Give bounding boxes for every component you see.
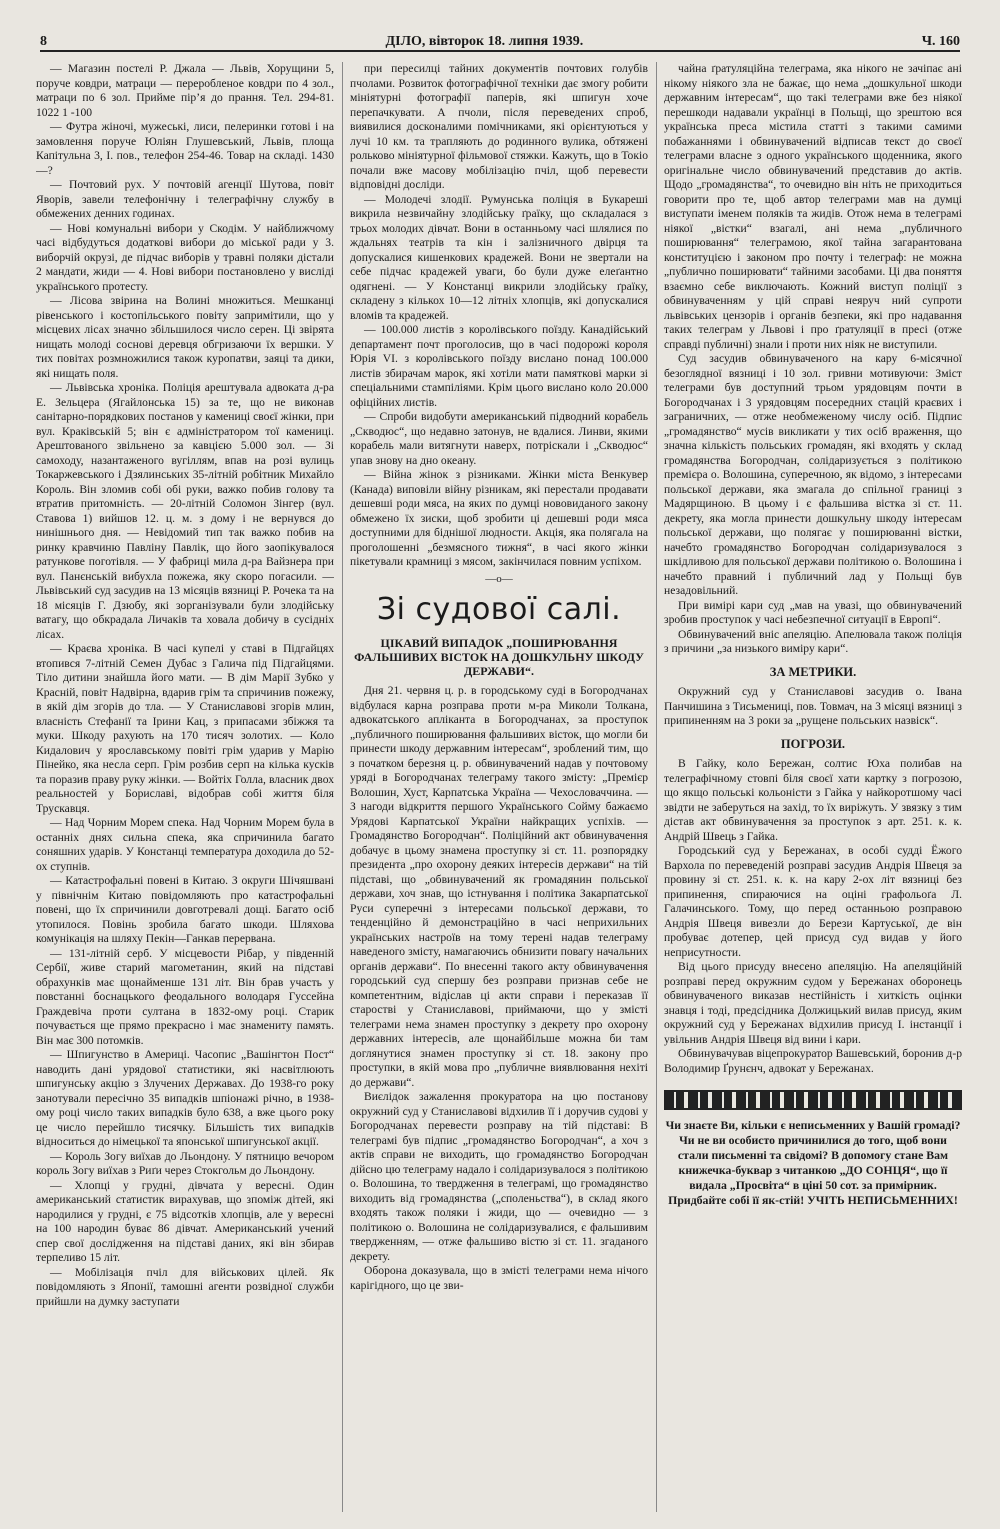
news-item: — Війна жінок з різниками. Жінки міста Венкувер (Канада) виповіли війну різникам, які перестали продавати дешевші роди мяса, на яких по думці нововиданого закону обмежено їх зиски, щоб зробити ці дешевші роди мяса доступними для біднішої людности. Акція, яка полягала на проголошенні „безмясного тижня“, в часі якого жінки пікетували крамниці з мясом, закінчилася повним успіхом. — [350, 468, 648, 568]
court-paragraph: При вимірі кари суд „мав на увазі, що обвинувачений зробив проступок у часі небезпечної ситуації в Европі“. — [664, 598, 962, 626]
court-section-title: Зі судової салі. — [376, 592, 622, 627]
court-paragraph: Обвинувачений вніс апеляцію. Апелювала також поліція з причини „за низького виміру кари“. — [664, 627, 962, 655]
news-item: — Спроби видобути американський підводний корабель „Скводюс“, що недавно затонув, не вдалися. Линви, якими корабель мали витягнути наверх, потріскали і „Скводюс“ упав знову на дно океану. — [350, 410, 648, 467]
court-paragraph: Дня 21. червня ц. р. в городському суді в Богородчанах відбулася карна розправа проти м-ра Миколи Толкана, адвокатського апліканта в Богородчанах, за проступок „публичного поширювання фальшивих вісток, що могли би принести шкоду державним інтересам“, зроблений тим, що з початком березня ц. р. обвинувачений надав у почтовому уряді в Богородчанах телеграму такого змісту: „Премієр Волошин, Хуст, Карпатська Україна — Чехословаччина. — З нагоди відкриття першого Українського Сойму бажаємо Урядові Карпатської України найкращих успіхів. — Громадянство Богородчан“. Поліційний акт обвинувачення добачує в цьому знамена проступку зі ст. 11. розпорядку президента „про охорону деяких інтересів держави“ на тій підставі, що „обвинувачений як громадянин польської держави, хоч знав, що істнування і політика Закарпатської Руси суперечні з інтересами польської держави, то тенденційно й демонстраційно в часі неприхильних українських настроїв на тому терені надав телеграму наведеного змісту, намагаючись обнизити повагу начальних органів держави“. По внесенні такого акту обвинувачення городський суд спершу без розправи признав себе не компетентним, відіслав ці акти справи і переказав її старостві у Станиславові, приймаючи, що у змісті телеграми нема знамен проступку з декрету про охорону державних інтересів, але щонайбільше можна би там доглянутися знамен проступку зі ст. 18. закону про проступки, в якій мова про „публичне виявлювання нехіті до держави“. — [350, 684, 648, 1089]
news-item: — Футра жіночі, мужеські, лиси, пелеринки готові і на замовлення поруче Юліян Глушевський, Львів, площа Капітульна 3, І. пов., телефон 254-46. Товар на складі. 1430 —? — [36, 120, 334, 177]
news-item: — Почтовий рух. У почтовій агенції Шутова, повіт Яворів, завели телефонічну і телеграфічну службу в обмежених денних годинах. — [36, 178, 334, 220]
news-item: — Краєва хроніка. В часі купелі у ставі в Підгайцях втопився 7-літній Семен Дубас з Галича під Підгайцями. Тіло дитини знайшла його мати. — В дім Марії Зубко у Красній, повіт Надвірна, вдарив грім та спричинив пожежу, в якій дім згорів до тла. — У Станиславові згорів млин, власність Стефанії та Ірини Кац, з припасами збіжжя та муки. Шкоду рахують на 170 тисяч золотих. — Коло Кидалович у ярославському повіті грім ударив у Марію Пінейко, яка несла серп. Грім розбив серп на кілька кусків та поразив праву руку жінки. — Войтіх Голла, власник двох реальностей у Бориславі, відобрав собі життя біля Трускавця. — [36, 642, 334, 815]
court-case-headline: ЦІКАВИЙ ВИПАДОК „ПОШИРЮВАННЯ ФАЛЬШИВИХ ВІСТОК НА ДОШКУЛЬНУ ШКОДУ ДЕРЖАВИ“. — [354, 636, 644, 678]
column-rule — [342, 62, 343, 1512]
news-item: — Шпигунство в Америці. Часопис „Вашінгтон Пост“ наводить дані урядової статистики, які насвітлюють шпигунську акцію з Злучених Державах. До 1938-го року занотували пересічно 35 випадків шпіонажі річно, в 1938-ому році число таких випадків було 638, а вже цього року це число перейшло тисячку. Більшість тих випадків відноситься до німецької та японської шпигунської акції. — [36, 1048, 334, 1148]
literacy-notice: Чи знаєте Ви, кільки є неписьменних у Вашій громаді? Чи не ви особисто причинилися до того, щоб вони стали письменні та свідомі? В допомогу стане Вам книжечка-буквар з читанкою „ДО СОНЦЯ“, що її видала „Просвіта“ в ціні 50 сот. за примірник. Придбайте собі її як-стій! УЧІТЬ НЕПИСЬМЕННИХ! — [665, 1118, 961, 1207]
issue-number: Ч. 160 — [921, 34, 960, 49]
masthead — [40, 28, 960, 52]
news-item: — Хлопці у грудні, дівчата у вересні. Один американський статистик вирахував, що зпоміж дітей, які народилися у грудні, є 75 відсотків хлопців, але у вересні на 100 народин буває 86 дівчат. Американський учений спер свої дослідження на підставі даних, які він збирав терпеливо 15 літ. — [36, 1178, 334, 1264]
separator: —о— — [485, 572, 513, 585]
court-paragraph: Суд засудив обвинуваченого на кару 6-місячної безоглядної вязниці і 10 зол. гривни мотивуючи: Зміст телеграми був доступний трьом урядовцям почти в Богородчанах і 3 урядовцям посередних стацій краєвих і заграничних, — отже необмеженому числу осіб. Підпис „громадянство“ мусів викликати у тих осіб враження, що значна кількість польських громадян, які входять у склад громадянства Богородчан, солідаризується з політикою премієра о. Волошина, суперечною, як відомо, з інтересами польської держави, яка змагала до спільної границі з Мадярщиною. В цьому і є фальшива вістка зі ст. 11. декрету, яка могла принести дошкульну шкоду інтересам польської держави, що полягає у поширюванні вістки, начебто громадянство Богородчан солідаризувалося з шкідливою для польської держави політикою о. Волошина і начебто правний і публичний лад у Польщі був незадовільний. — [664, 352, 962, 597]
news-item: — Магазин постелі Р. Джала — Львів, Хорущини 5, поруче ковдри, матраци — переробленое ковдри по 4 зол., матраци по 6 зол. Прийме пір’я до прання. Тел. 294-81. 1022 1 -100 — [36, 62, 334, 119]
metrics-heading: ЗА МЕТРИКИ. — [769, 664, 857, 679]
metrics-paragraph: Окружний суд у Станиславові засудив о. Івана Панчишина з Тисьмениці, пов. Товмач, на 3 місяці вязниці з припиненням на 3 роки за „рущене польських назвіск“. — [664, 685, 962, 727]
court-paragraph: Оборона доказувала, що в змісті телеграми нема нічого карігідного, що це зви- — [350, 1264, 648, 1292]
news-item: — 131-літній серб. У місцевости Рібар, у південній Сербії, живе старий магометанин, який на підставі обрахунків має щонайменше 131 літ. Він брав участь у повстанні боснацького феодального володаря Гуссейна Граждевіча проти султана в 1832-ому році. Старик почувається ще прямо прекрасно і має знамениту память. Він має 300 потомків. — [36, 946, 334, 1047]
news-item: — Нові комунальні вибори у Скодім. У найближчому часі відбудуться додаткові вибори до міської ради у 3. виборчій окрузі, де підчас виборів у травні поляки дістали 2 мандати, жиди — 4. Нові вибори постановлено у висліді українського протесту. — [36, 221, 334, 293]
news-item: — Молодечі злодії. Румунська поліція в Букареші викрила незвичайну злодійську ґраїку, що складалася з трьох молодих дівчат. Вони в останньому часі шлялися по ждальнях театрів та кін і залізничного двірця та допускалися кишенкових крадежей. Вони не звертали на себе підчас крадежей уваги, бо були дуже елеґантно одягнені. — У Констанці викрили злодійську ґраїку, складену з кількох 10—12 літніх хлопців, які допускалися вломів та крадежей. — [350, 192, 648, 322]
threats-paragraph: Від цього присуду внесено апеляцію. На апеляційній розправі перед окружним судом у Бережанах оборонець обвинуваченого виказав нестійність і хиткість оцінки знавця і тоді, предсідника Должицький вилав присуд, яким окружний суд у Бережанах відхилив присуд І. інстанції і увільнив Андрія Швеця від вини і кари. — [664, 960, 962, 1046]
news-item: при пересилці тайних документів почтових голубів пчолами. Розвиток фотографічної техніки дає змогу робити мініятурні фотографії паперів, які шпигун хоче перепачкувати. А пчоли, після переведених спроб, виявилися досконалими помічниками, які орієнтуються у лучі 10 км. та трапляють до родинного вулика, обтяжені рольково мініятурної фільмової стяжки. Кажуть, що в Токіо почали вже масову мобілізацію пчіл, щоб перевести відповідні досліди. — [350, 62, 648, 191]
news-item: — Над Чорним Морем спека. Над Чорним Морем була в останніх днях сильна спека, яка спричинила багато соняшних ударів. У Констанці температура доходила до 52-ох ступнів. — [36, 816, 334, 873]
court-paragraph: чайна ґратуляційна телеграма, яка нікого не зачіпає ані нікому ніякого зла не бажає, що нема „дошкульної шкоди державним інтересам“, що такі телеграми вже без ніякої перешкоди надавали українці в Польщі, що зрештою вся українська преса містила статті з такими самими побажаннями і обвинувачений відписав текст до своєї телеграми власне з одного українського щоденника, якого оригінальне число обвинувачений представив до актів. Щодо „громадянства“, то очевидно він ніть не приходиться говорити про те, щоб автор телеграми мав на думці виступати іменем поляків та жидів. Отож нема в телеграмі ніякої „вістки“ взагалі, ані нема „публичного поширювання“ телеграмою, якої тайна загарантована конституцією і законом про почту і телеграф: не можна „публично поширювати“ тайними засобами. Ці два поняття взаємно себе виключають. Кожний виступ поліції з обвинуваченням у цій справі неяруч ний супроти львівських цензорів і органів безпеки, які про надавання таких телеграм у Львові і про ґратуляції в пресі (отже справді публичні) знали і проти них ніяк не виступили. — [664, 62, 962, 351]
news-item: — Львівська хроніка. Поліція арештувала адвоката д-ра Е. Зельцера (Ягайлонська 15) за те, що не виконав санітарно-порядкових постанов у камениці своєї жінки, при вул. Краківській 5; він є адміністратором тої камениці. Арештованого звільнено за кавцією 5.000 зол. — Зі самоходу, назантаженого вугіллям, впав на розі вулиць Токаржевського і Дзялинських 35-літній робітник Михайло Король. Він зломив собі обі руки, важко побив голову та втратив притомність. — 20-літній Соломон Зінгер (вул. Ставова 1) вийшов 12. ц. м. з дому і не вернувся до нинішнього дня. — Невідомий тип так важко побив на ринку кравчиню Павліну Павлік, що його заопікувалося ратункове поготівля. — У фабриці мила д-ра Вайзнера при вул. Панєнській вибухла пожежа, яку скоро погасили. — Львівський суд засудив на 13 місяців вязниці Р. Рочека та на 18 місяців Г. Дзюбу, які зорганізували були злодійську ватагу, що обкрадала Личаків та ховала добичу в сусідніх лісах. — [36, 381, 334, 641]
news-item: — Король Зогу виїхав до Льондону. У пятницю вечором король Зогу виїхав з Риґи через Стокгольм до Льондону. — [36, 1149, 334, 1177]
news-item: — Мобілізація пчіл для військових цілей. Як повідомляють з Японії, тамошні агенти розвідної служби прийшли на думку заступати — [36, 1265, 334, 1308]
newspaper-title: ДІЛО, вівторок 18. липня 1939. — [385, 34, 584, 49]
page-number: 8 — [40, 34, 47, 49]
court-paragraph: Виєлідок зажалення прокуратора на цю постанову окружний суд у Станиславові відхилив її і доручив судові у Богородчанах перевести розправу на тій підставі: В телеграмі був підпис „громадянство Богородчан“, а хоч з актів справи не виходить, що громадянство Богородчан дійсно цю телеграму надало і солідаризувалося з політикою о. Волошина, то твердження в телеграмі, що громадянство виходить від громадянства („споленьства“), в склад якого входять також поляки і жиди, що — очевидно — з політикою о. Волошина не солідаризувалися, є фальшивим твердженням, — отже фальшиво вістю зі ст. 11. згаданого декрету. — [350, 1090, 648, 1263]
news-item: — Лісова звірина на Волині множиться. Мешканці рівенського і костопільського повіту запримітили, що у місцевих лісах значно збільшилося число серен. Ці звірята нищать молоді соснові деревця обгризаючи їх вершки. У тих повітах розмножилися також куропатви, заяці та дики, які нищать поля. — [36, 294, 334, 380]
column-1 — [36, 62, 334, 1517]
column-2 — [350, 62, 648, 1517]
threats-paragraph: Городський суд у Бережанах, в особі судді Ёжого Вархола по переведеній розправі засудив Андрія Швеця за провину зі ст. 251. к. к. на кару 2-ох літ вязниці без припинення, спираючися на оціні графольоґа Л. Галачинського. Тому, що перед останньою розправою Андрія Швеця вивезли до Берези Картуської, де він пробуває дотепер, цей присуд суд видав у його неприсутности. — [664, 844, 962, 959]
threats-heading: ПОГРОЗИ. — [780, 736, 846, 751]
news-item: — Катастрофальні повені в Китаю. З округи Шічяшвані у північнім Китаю повідомляють про катастрофальні повені, що їх спричинили довготревалі дощі. Багато осіб утопилося. Повінь зробила багато шкоди. Шляхова комунікація на шляху Пекін—Ганкав перервана. — [36, 874, 334, 945]
news-item: — 100.000 листів з королівського поїзду. Канадійський департамент почт проголосив, що в часі подорожі короля Юрія VI. з королівського поїзду вислано понад 100.000 листів збирачам марок, які хотіли мати памяткові марки зі спеціальними стампіліями. Крім цього вислано коло 20.000 офіційних листів. — [350, 323, 648, 409]
column-3 — [664, 62, 962, 1517]
ornamental-divider — [664, 1090, 962, 1110]
threats-paragraph: В Гайку, коло Бережан, солтис Юха полибав на телеграфічному стовпі біля своєї хати картку з погрозою, що якщо польські кольоністи з Гайка у найкоротшому часі звідти не заберуться на захід, то їх виріжуть. У звязку з тим дістав акт обвинувачення за проступок з арт. 251. к. к. Андрій Швець з Гайка. — [664, 757, 962, 843]
column-rule — [656, 62, 657, 1512]
threats-paragraph: Обвинувачував віцепрокуратор Вашевський, боронив д-р Володимир Ґрунєнч, адвокат у Бережанах. — [664, 1047, 962, 1075]
